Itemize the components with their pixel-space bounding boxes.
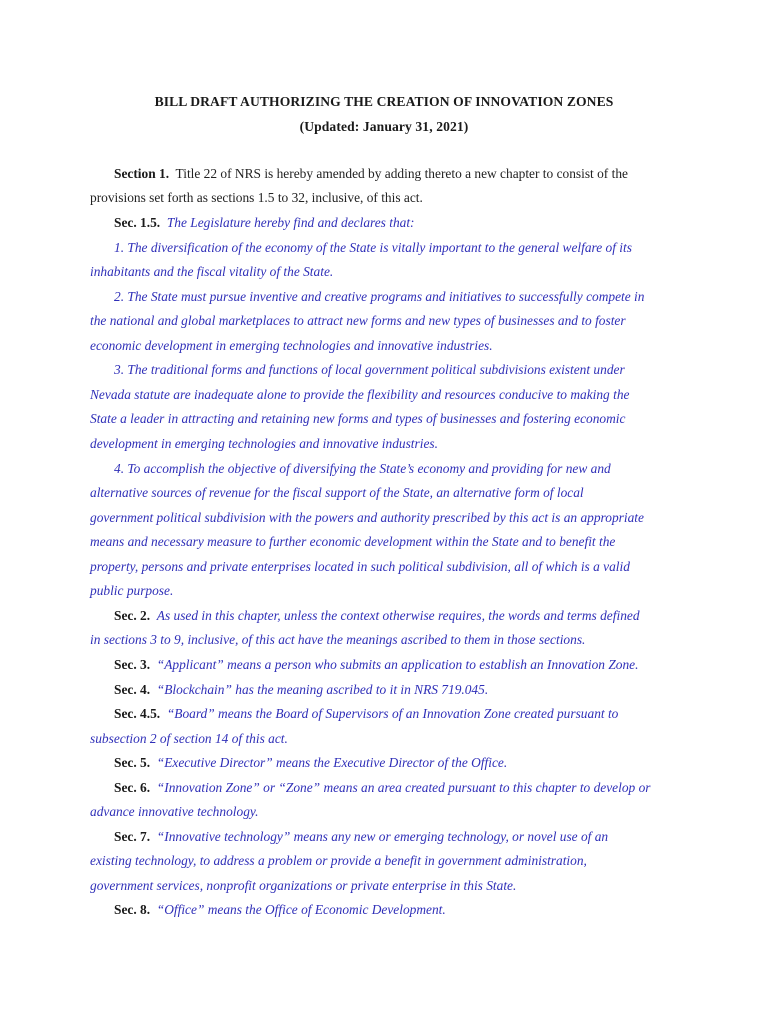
document-title: BILL DRAFT AUTHORIZING THE CREATION OF INNOVATION ZONES [154,94,614,109]
sec-4-text-1: “Blockchain” has the meaning ascribed to it in NRS 719.045. [156,682,489,697]
sec-7-line-1 [114,829,608,845]
sec-3-line-1 [114,657,638,673]
sec-5-line-1 [114,755,507,771]
sec-5-label: Sec. 5. [114,755,151,770]
sec-6-line-2: advance innovative technology. [90,804,259,819]
sec-1-5-p1-line: 1. The diversification of the economy of the State is vitally important to the general welfare of its [114,240,632,255]
sec-1-5-intro [114,215,415,231]
sec-2-line-1 [114,608,640,624]
sec-1-5-p4-line: government political subdivision with the powers and authority prescribed by this act is an appropriate [90,510,644,525]
sec-7-text-1: “Innovative technology” means any new or emerging technology, or novel use of an [156,829,609,844]
sec-7-line-3: government services, nonprofit organizations or private enterprise in this State. [90,878,517,893]
sec-1-5-p1-line: inhabitants and the fiscal vitality of the State. [90,264,334,279]
sec-1-5-p2-line: 2. The State must pursue inventive and creative programs and initiatives to successfully compete in [114,289,645,304]
document-updated-date: (Updated: January 31, 2021) [299,119,469,134]
section-1-line-2: provisions set forth as sections 1.5 to 32, inclusive, of this act. [90,190,423,205]
sec-1-5-p4-line: property, persons and private enterprises located in such political subdivision, all of which is a valid [90,559,630,574]
sec-1-5-label: Sec. 1.5. [114,215,161,230]
sec-1-5-p4-line: 4. To accomplish the objective of diversifying the State’s economy and providing for new and [114,461,611,476]
sec-1-5-p2-line: the national and global marketplaces to attract new forms and new types of businesses and to foster [90,313,626,328]
sec-4-5-line-1 [114,706,618,722]
sec-5-text-1: “Executive Director” means the Executive Director of the Office. [156,755,508,770]
sec-7-label: Sec. 7. [114,829,151,844]
sec-1-5-p3-line: development in emerging technologies and innovative industries. [90,436,438,451]
sec-1-5-p3-line: 3. The traditional forms and functions of local government political subdivisions existent under [114,362,625,377]
section-1-line-1 [114,166,628,182]
sec-2-line-2: in sections 3 to 9, inclusive, of this act have the meanings ascribed to them in those sections. [90,632,586,647]
sec-1-5-p2-line: economic development in emerging technologies and innovative industries. [90,338,493,353]
sec-8-label: Sec. 8. [114,902,151,917]
sec-8-text-1: “Office” means the Office of Economic Development. [156,902,446,917]
sec-2-text-1: As used in this chapter, unless the context otherwise requires, the words and terms defined [156,608,640,623]
sec-7-line-2: existing technology, to address a problem or provide a benefit in government administration, [90,853,587,868]
sec-1-5-p3-line: Nevada statute are inadequate alone to provide the flexibility and resources conducive to making the [90,387,630,402]
sec-1-5-p4-line: means and necessary measure to further economic development within the State and to benefit the [90,534,616,549]
sec-6-label: Sec. 6. [114,780,151,795]
sec-2-label: Sec. 2. [114,608,151,623]
sec-3-label: Sec. 3. [114,657,151,672]
sec-4-label: Sec. 4. [114,682,151,697]
section-1-text-1: Title 22 of NRS is hereby amended by adding thereto a new chapter to consist of the [175,166,628,181]
sec-4-5-text-1: “Board” means the Board of Supervisors of an Innovation Zone created pursuant to [166,706,619,721]
sec-4-5-label: Sec. 4.5. [114,706,161,721]
sec-1-5-p4-line: alternative sources of revenue for the fiscal support of the State, an alternative form of local [90,485,584,500]
sec-4-5-line-2: subsection 2 of section 14 of this act. [90,731,288,746]
sec-1-5-p4-line: public purpose. [90,583,174,598]
sec-3-text-1: “Applicant” means a person who submits an application to establish an Innovation Zone. [156,657,639,672]
sec-4-line-1 [114,682,488,698]
section-1-label: Section 1. [114,166,170,181]
sec-1-5-intro-text: The Legislature hereby find and declares that: [166,215,415,230]
sec-6-line-1 [114,780,650,796]
sec-1-5-p3-line: State a leader in attracting and retaining new forms and types of businesses and fostering economic [90,411,626,426]
sec-6-text-1: “Innovation Zone” or “Zone” means an area created pursuant to this chapter to develop or [156,780,651,795]
sec-8-line-1 [114,902,446,918]
